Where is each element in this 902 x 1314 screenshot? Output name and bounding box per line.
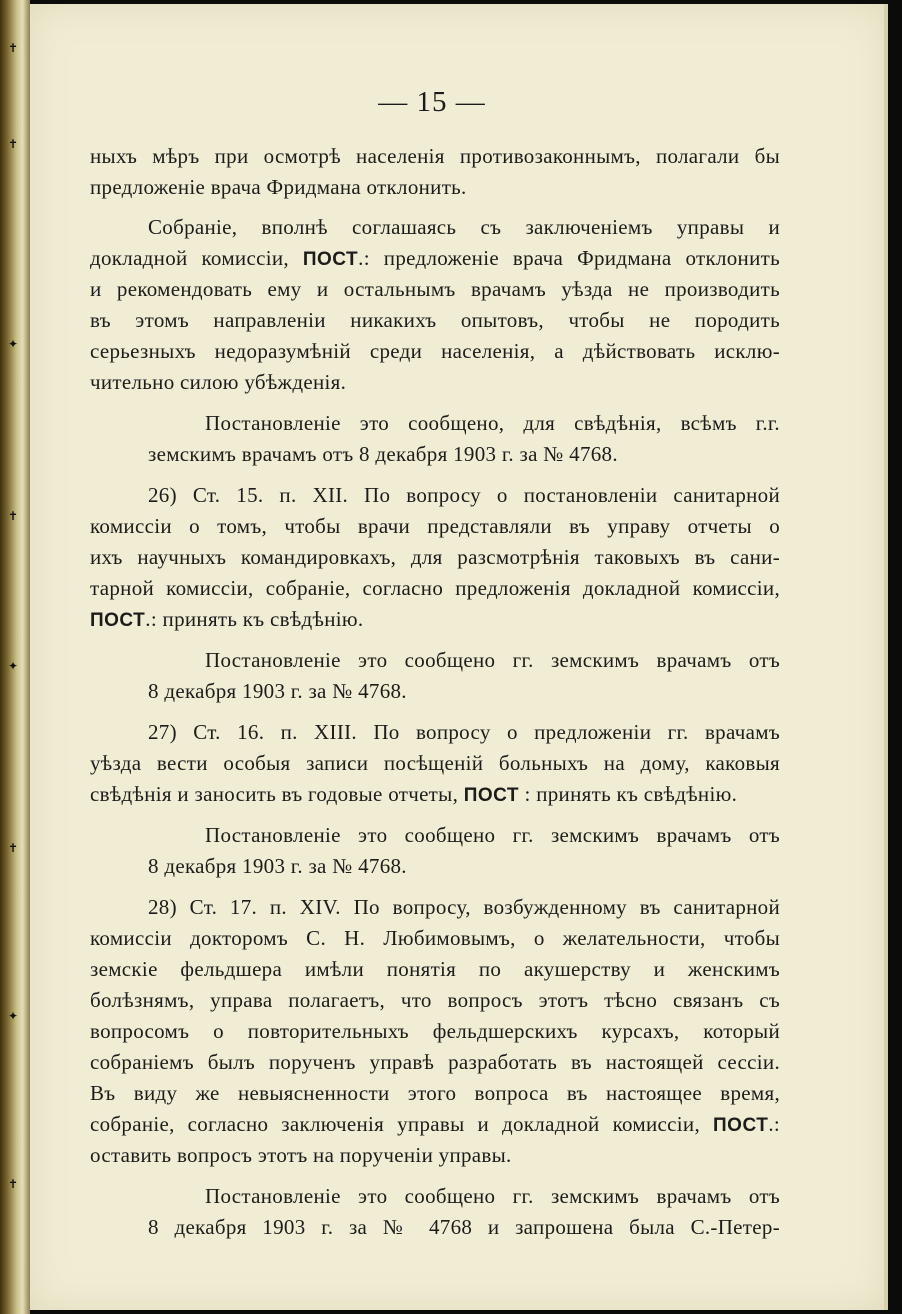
text-line: собраніе, согласно заключенія управы и докладной комиссіи, ПОСТ.: bbox=[90, 1112, 780, 1136]
resolution-marker: ПОСТ bbox=[302, 249, 359, 270]
text-line: 8 декабря 1903 г. за № 4768 и запрошена была С.-Петер- bbox=[148, 1215, 780, 1239]
text-line: Постановленіе это сообщено гг. земскимъ врачамъ отъ bbox=[205, 823, 780, 847]
text-line: земскимъ врачамъ отъ 8 декабря 1903 г. за № 4768. bbox=[148, 442, 618, 466]
binding-mark-icon: ✝ bbox=[8, 137, 19, 151]
text-line: докладной комиссіи, ПОСТ.: предложеніе врача Фридмана отклонить bbox=[90, 246, 780, 270]
text-line: собраніемъ былъ порученъ управѣ разработать въ настоящей сессіи. bbox=[90, 1050, 780, 1074]
text-line: Въ виду же невыясненности этого вопроса въ настоящее время, bbox=[90, 1081, 780, 1105]
text-line: Постановленіе это сообщено, для свѣдѣнія, всѣмъ г.г. bbox=[205, 411, 780, 435]
text-line: Собраніе, вполнѣ соглашаясь съ заключеніемъ управы и bbox=[148, 215, 780, 239]
text-line: въ этомъ направленіи никакихъ опытовъ, чтобы не породить bbox=[90, 308, 780, 332]
binding-mark-icon: ✝ bbox=[8, 1177, 19, 1191]
text-line: 8 декабря 1903 г. за № 4768. bbox=[148, 679, 407, 703]
text-line: оставить вопросъ этотъ на порученіи управы. bbox=[90, 1143, 512, 1167]
text-line: уѣзда вести особыя записи посѣщеній больныхъ на дому, каковыя bbox=[90, 751, 780, 775]
resolution-marker: ПОСТ bbox=[463, 785, 519, 806]
text-line: Постановленіе это сообщено гг. земскимъ врачамъ отъ bbox=[205, 648, 780, 672]
text-line: комиссіи докторомъ С. Н. Любимовымъ, о желательности, чтобы bbox=[90, 926, 780, 950]
text-line: вопросомъ о повторительныхъ фельдшерскихъ курсахъ, который bbox=[90, 1019, 780, 1043]
text-line: свѣдѣнія и заносить въ годовые отчеты, ПОСТ : принять къ свѣдѣнію. bbox=[90, 782, 738, 806]
text-line: комиссіи о томъ, чтобы врачи представляли въ управу отчеты о bbox=[90, 514, 780, 538]
page-number: — 15 — bbox=[378, 86, 486, 118]
binding-mark-icon: ✝ bbox=[8, 841, 19, 855]
text-line: ПОСТ.: принять къ свѣдѣнію. bbox=[90, 607, 364, 631]
text-line: болѣзнямъ, управа полагаетъ, что вопросъ этотъ тѣсно связанъ съ bbox=[90, 988, 780, 1012]
binding-mark-icon: ✦ bbox=[8, 337, 19, 351]
page-edge-shadow bbox=[884, 4, 888, 1310]
text-line: 8 декабря 1903 г. за № 4768. bbox=[148, 854, 407, 878]
text-line: ныхъ мѣръ при осмотрѣ населенія противозаконнымъ, полагали бы bbox=[90, 144, 780, 168]
text-line: ихъ научныхъ командировкахъ, для разсмотрѣнія таковыхъ въ сани- bbox=[90, 545, 780, 569]
resolution-marker: ПОСТ bbox=[713, 1115, 769, 1136]
binding-mark-icon: ✦ bbox=[8, 659, 19, 673]
text-line: тарной комиссіи, собраніе, согласно предложенія докладной комиссіи, bbox=[90, 576, 780, 600]
text-line: серьезныхъ недоразумѣній среди населенія, а дѣйствовать исклю- bbox=[90, 339, 780, 363]
binding-mark-icon: ✝ bbox=[8, 41, 19, 55]
text-line: 28) Ст. 17. п. XIV. По вопросу, возбужденному въ санитарной bbox=[148, 895, 780, 919]
text-line: и рекомендовать ему и остальнымъ врачамъ уѣзда не производить bbox=[90, 277, 780, 301]
binding-margin-marks bbox=[8, 0, 22, 1314]
text-line: земскіе фельдшера имѣли понятія по акушерству и женскимъ bbox=[90, 957, 780, 981]
resolution-marker: ПОСТ bbox=[90, 610, 146, 631]
binding-mark-icon: ✦ bbox=[8, 1009, 19, 1023]
text-line: Постановленіе это сообщено гг. земскимъ врачамъ отъ bbox=[205, 1184, 780, 1208]
binding-mark-icon: ✝ bbox=[8, 509, 19, 523]
text-line: 26) Ст. 15. п. XII. По вопросу о постановленіи санитарной bbox=[148, 483, 780, 507]
text-line: 27) Ст. 16. п. XIII. По вопросу о предложеніи гг. врачамъ bbox=[148, 720, 780, 744]
text-line: чительно силою убѣжденія. bbox=[90, 370, 347, 394]
text-line: предложеніе врача Фридмана отклонить. bbox=[90, 175, 467, 199]
